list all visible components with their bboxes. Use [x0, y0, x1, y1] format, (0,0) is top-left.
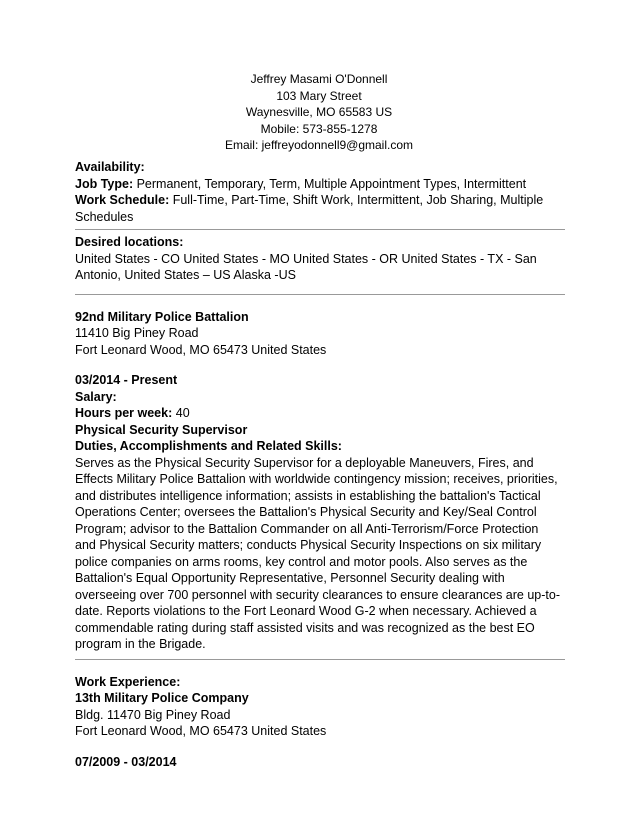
- applicant-name: Jeffrey Masami O'Donnell: [250, 72, 388, 86]
- duties-line: and Physical Security matters; conducts Physical Security Inspections on six military: [75, 538, 542, 552]
- resume-body: [75, 159, 565, 770]
- email-address: Email: jeffreyodonnell9@gmail.com: [224, 138, 414, 152]
- employer-1-address-2: Fort Leonard Wood, MO 65473 United States: [75, 342, 327, 357]
- availability-heading: Availability:: [75, 160, 145, 174]
- job-type-line: [75, 176, 565, 193]
- job-1-title: Physical Security Supervisor: [75, 422, 248, 437]
- work-schedule-label: Work Schedule:: [75, 193, 170, 207]
- job-2-dates: 07/2009 - 03/2014: [75, 754, 177, 769]
- job-1-dates: 03/2014 - Present: [75, 373, 178, 387]
- duties-line: and distributes intelligence information; assists in establishing the battalion's Tactical: [75, 488, 541, 503]
- work-schedule-value: Full-Time, Part-Time, Shift Work, Intermittent, Job Sharing, Multiple: [169, 193, 544, 207]
- job-1-duties-paragraph: [75, 455, 565, 653]
- employer-2-name: 13th Military Police Company: [75, 691, 249, 705]
- work-schedule-continued: Schedules: [75, 209, 134, 224]
- work-experience-heading: Work Experience:: [75, 674, 181, 689]
- duties-line: Operations Center; oversees the Battalion's Physical Security and Key/Seal Control: [75, 505, 537, 519]
- contact-header: [0, 71, 638, 154]
- duties-line: date. Reports violations to the Fort Leonard Wood G-2 when necessary. Achieved a: [75, 604, 537, 618]
- work-schedule-line: [75, 192, 565, 209]
- street-address: 103 Mary Street: [276, 88, 362, 103]
- employer-1-name: 92nd Military Police Battalion: [75, 309, 249, 324]
- duties-line: police companies on arms rooms, key control and motor pools. Also serves as the: [75, 554, 528, 569]
- city-state-zip: Waynesville, MO 65583 US: [245, 105, 393, 119]
- duties-line: Battalion's Equal Opportunity Representative, Personnel Security dealing with: [75, 571, 505, 585]
- job-1-duties-heading: Duties, Accomplishments and Related Skills:: [75, 439, 342, 453]
- employer-2-address-2: Fort Leonard Wood, MO 65473 United States: [75, 724, 327, 738]
- duties-line: Program; advisor to the Battalion Commander on all Anti-Terrorism/Force Protection: [75, 521, 539, 536]
- duties-line: program in the Brigade.: [75, 637, 206, 651]
- duties-line: commendable rating during staff assisted visits and was recognized as the best EO: [75, 620, 535, 635]
- desired-locations-line-1: United States - CO United States - MO United States - OR United States - TX - San: [75, 251, 537, 266]
- job-type-label: Job Type:: [75, 176, 134, 191]
- duties-line: overseeing over 700 personnel with security clearances to ensure clearances are up-to-: [75, 587, 560, 602]
- job-type-value: Permanent, Temporary, Term, Multiple Appointment Types, Intermittent: [133, 176, 527, 191]
- mobile-phone: Mobile: 573-855-1278: [260, 121, 378, 136]
- desired-locations-heading: Desired locations:: [75, 235, 184, 249]
- employer-1-address-1: 11410 Big Piney Road: [75, 326, 199, 340]
- job-1-hours-value: 40: [172, 406, 190, 420]
- duties-line: Effects Military Police Battalion with worldwide contingency mission; receives, priorities,: [75, 472, 558, 486]
- job-1-hours-label: Hours per week:: [75, 406, 173, 420]
- job-1-hours-line: [75, 405, 565, 422]
- desired-locations-line-2: Antonio, United States – US Alaska -US: [75, 268, 296, 282]
- job-1-salary-label: Salary:: [75, 389, 117, 404]
- employer-2-address-1: Bldg. 11470 Big Piney Road: [75, 707, 231, 722]
- duties-line: Serves as the Physical Security Supervisor for a deployable Maneuvers, Fires, and: [75, 455, 534, 470]
